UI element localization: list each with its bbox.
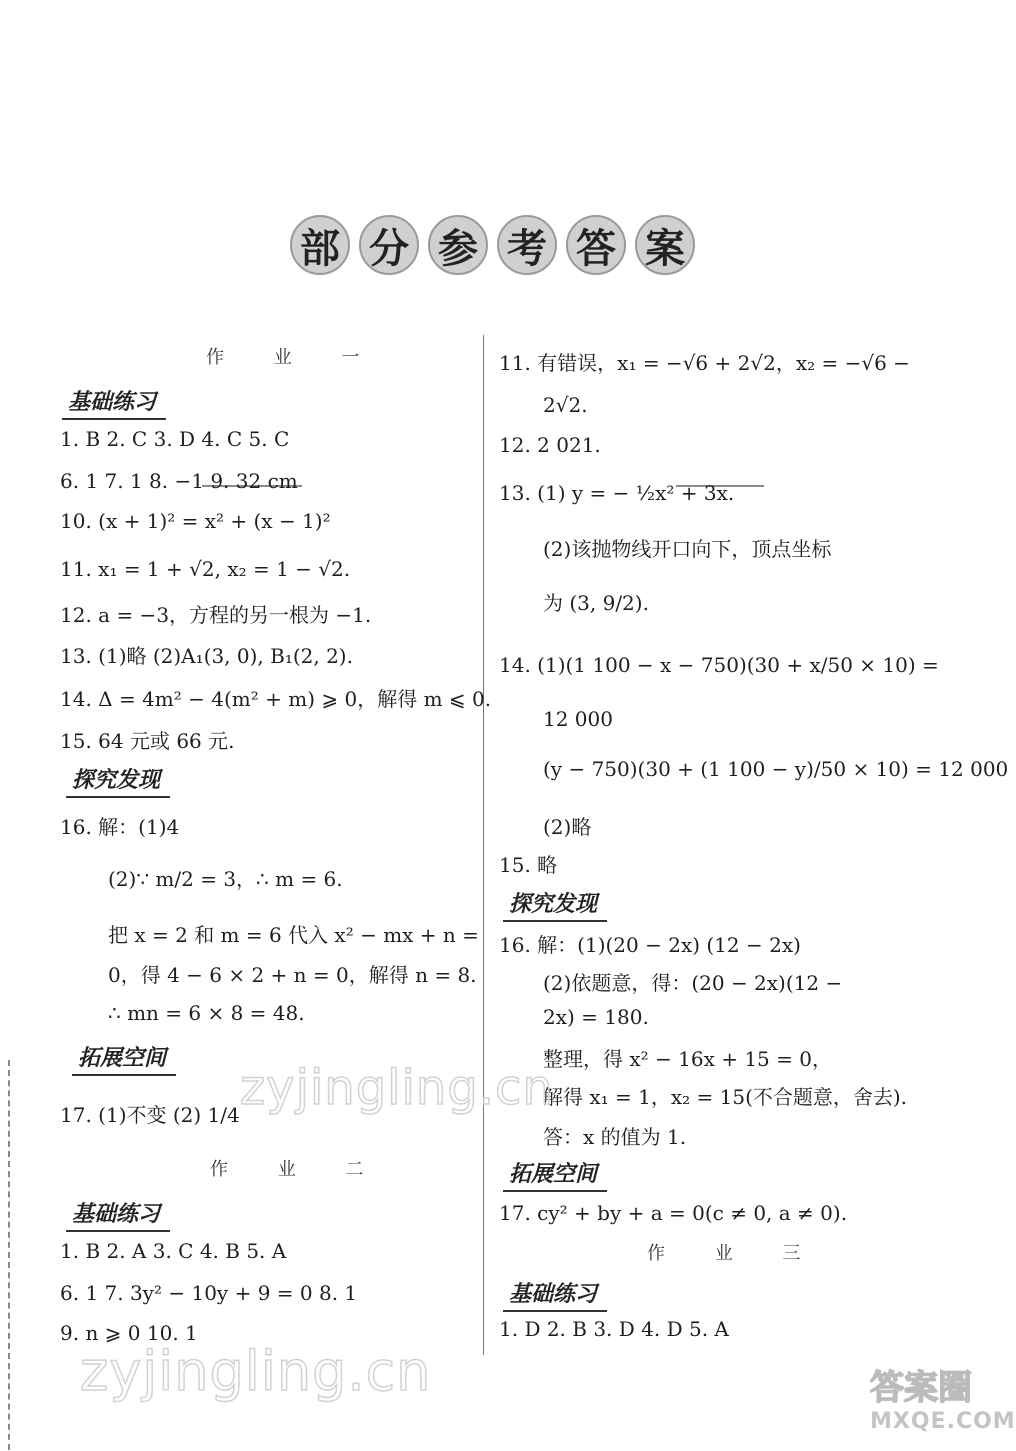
homework2-heading: 作 业 二 — [210, 1159, 386, 1180]
title-char: 考 — [497, 215, 557, 275]
page-title-chars — [290, 215, 704, 275]
answer-line: 答：x 的值为 1. — [543, 1125, 687, 1149]
basic-practice-label: 基础练习 — [62, 385, 166, 420]
answer-line: (2)略 — [543, 815, 592, 839]
answer-line: 12. a = −3，方程的另一根为 −1. — [60, 603, 372, 627]
basic-practice-label: 基础练习 — [66, 1197, 170, 1232]
answer-line: 0，得 4 − 6 × 2 + n = 0，解得 n = 8. — [108, 963, 477, 987]
watermark: zyjingling.cn — [240, 1060, 554, 1116]
answer-line: 1. B 2. C 3. D 4. C 5. C — [60, 427, 290, 451]
answer-line: ∴ mn = 6 × 8 = 48. — [108, 1001, 305, 1025]
answer-line: 14. (1)(1 100 − x − 750)(30 + x/50 × 10) = — [499, 653, 939, 677]
binding-marks — [8, 1060, 14, 1450]
answer-line: 17. cy² + by + a = 0(c ≠ 0, a ≠ 0). — [499, 1201, 848, 1225]
answer-line: 13. (1) y = − ½x² + 3x. — [499, 481, 735, 505]
answer-line: 1. D 2. B 3. D 4. D 5. A — [499, 1317, 729, 1341]
answer-line: (2)依题意，得：(20 − 2x)(12 − — [543, 971, 843, 995]
answer-line: 11. x₁ = 1 + √2, x₂ = 1 − √2. — [60, 557, 351, 581]
logo-top-text: 答案圈 — [870, 1368, 972, 1408]
title-char: 参 — [428, 215, 488, 275]
answer-line: 17. (1)不变 (2) 1/4 — [60, 1103, 240, 1127]
answer-line: 1. B 2. A 3. C 4. B 5. A — [60, 1239, 287, 1263]
answer-line: 2√2. — [543, 393, 588, 417]
answer-line: 2x) = 180. — [543, 1005, 649, 1029]
answer-line: (2)该抛物线开口向下，顶点坐标 — [543, 537, 832, 561]
answer-line: 15. 略 — [499, 853, 558, 877]
answer-line: 解得 x₁ = 1，x₂ = 15(不合题意，舍去). — [543, 1085, 908, 1109]
title-char: 分 — [359, 215, 419, 275]
title-char: 答 — [566, 215, 626, 275]
answer-line: 12. 2 021. — [499, 433, 601, 457]
answer-line: 把 x = 2 和 m = 6 代入 x² − mx + n = — [108, 923, 479, 947]
explore-label: 探究发现 — [66, 763, 170, 798]
extend-label: 拓展空间 — [72, 1041, 176, 1076]
watermark: zyjingling.cn — [80, 1340, 432, 1403]
title-char: 案 — [635, 215, 695, 275]
site-logo — [870, 1360, 1016, 1440]
answer-line: 10. (x + 1)² = x² + (x − 1)² — [60, 509, 331, 533]
answer-line: 9. n ⩾ 0 10. 1 — [60, 1321, 198, 1345]
answer-line: 14. Δ = 4m² − 4(m² + m) ⩾ 0，解得 m ⩽ 0. — [60, 687, 492, 711]
page-title — [0, 215, 1000, 295]
logo-bottom-text: MXQE.COM — [870, 1409, 1016, 1434]
answer-line: 11. 有错误，x₁ = −√6 + 2√2，x₂ = −√6 − — [499, 351, 910, 375]
explore-label: 探究发现 — [503, 887, 607, 922]
column-divider — [483, 335, 484, 1355]
answer-line: 6. 1 7. 1 8. −1 9. 32 cm — [60, 469, 298, 493]
extend-label: 拓展空间 — [503, 1157, 607, 1192]
answer-line: 13. (1)略 (2)A₁(3, 0), B₁(2, 2). — [60, 644, 353, 668]
homework1-heading: 作 业 一 — [206, 347, 382, 368]
title-char: 部 — [290, 215, 350, 275]
answer-line: 12 000 — [543, 707, 613, 731]
answer-line: (y − 750)(30 + (1 100 − y)/50 × 10) = 12 000 — [543, 757, 1009, 781]
answer-line: 整理，得 x² − 16x + 15 = 0， — [543, 1047, 832, 1071]
answer-line: 6. 1 7. 3y² − 10y + 9 = 0 8. 1 — [60, 1281, 358, 1305]
answer-line: (2)∵ m/2 = 3，∴ m = 6. — [108, 867, 343, 891]
answer-line: 16. 解：(1)(20 − 2x) (12 − 2x) — [499, 933, 801, 957]
answer-line: 为 (3, 9/2). — [543, 591, 649, 615]
answer-line: 15. 64 元或 66 元. — [60, 729, 235, 753]
homework3-heading: 作 业 三 — [647, 1243, 823, 1264]
basic-practice-label: 基础练习 — [503, 1277, 607, 1312]
answer-line: 16. 解：(1)4 — [60, 815, 180, 839]
